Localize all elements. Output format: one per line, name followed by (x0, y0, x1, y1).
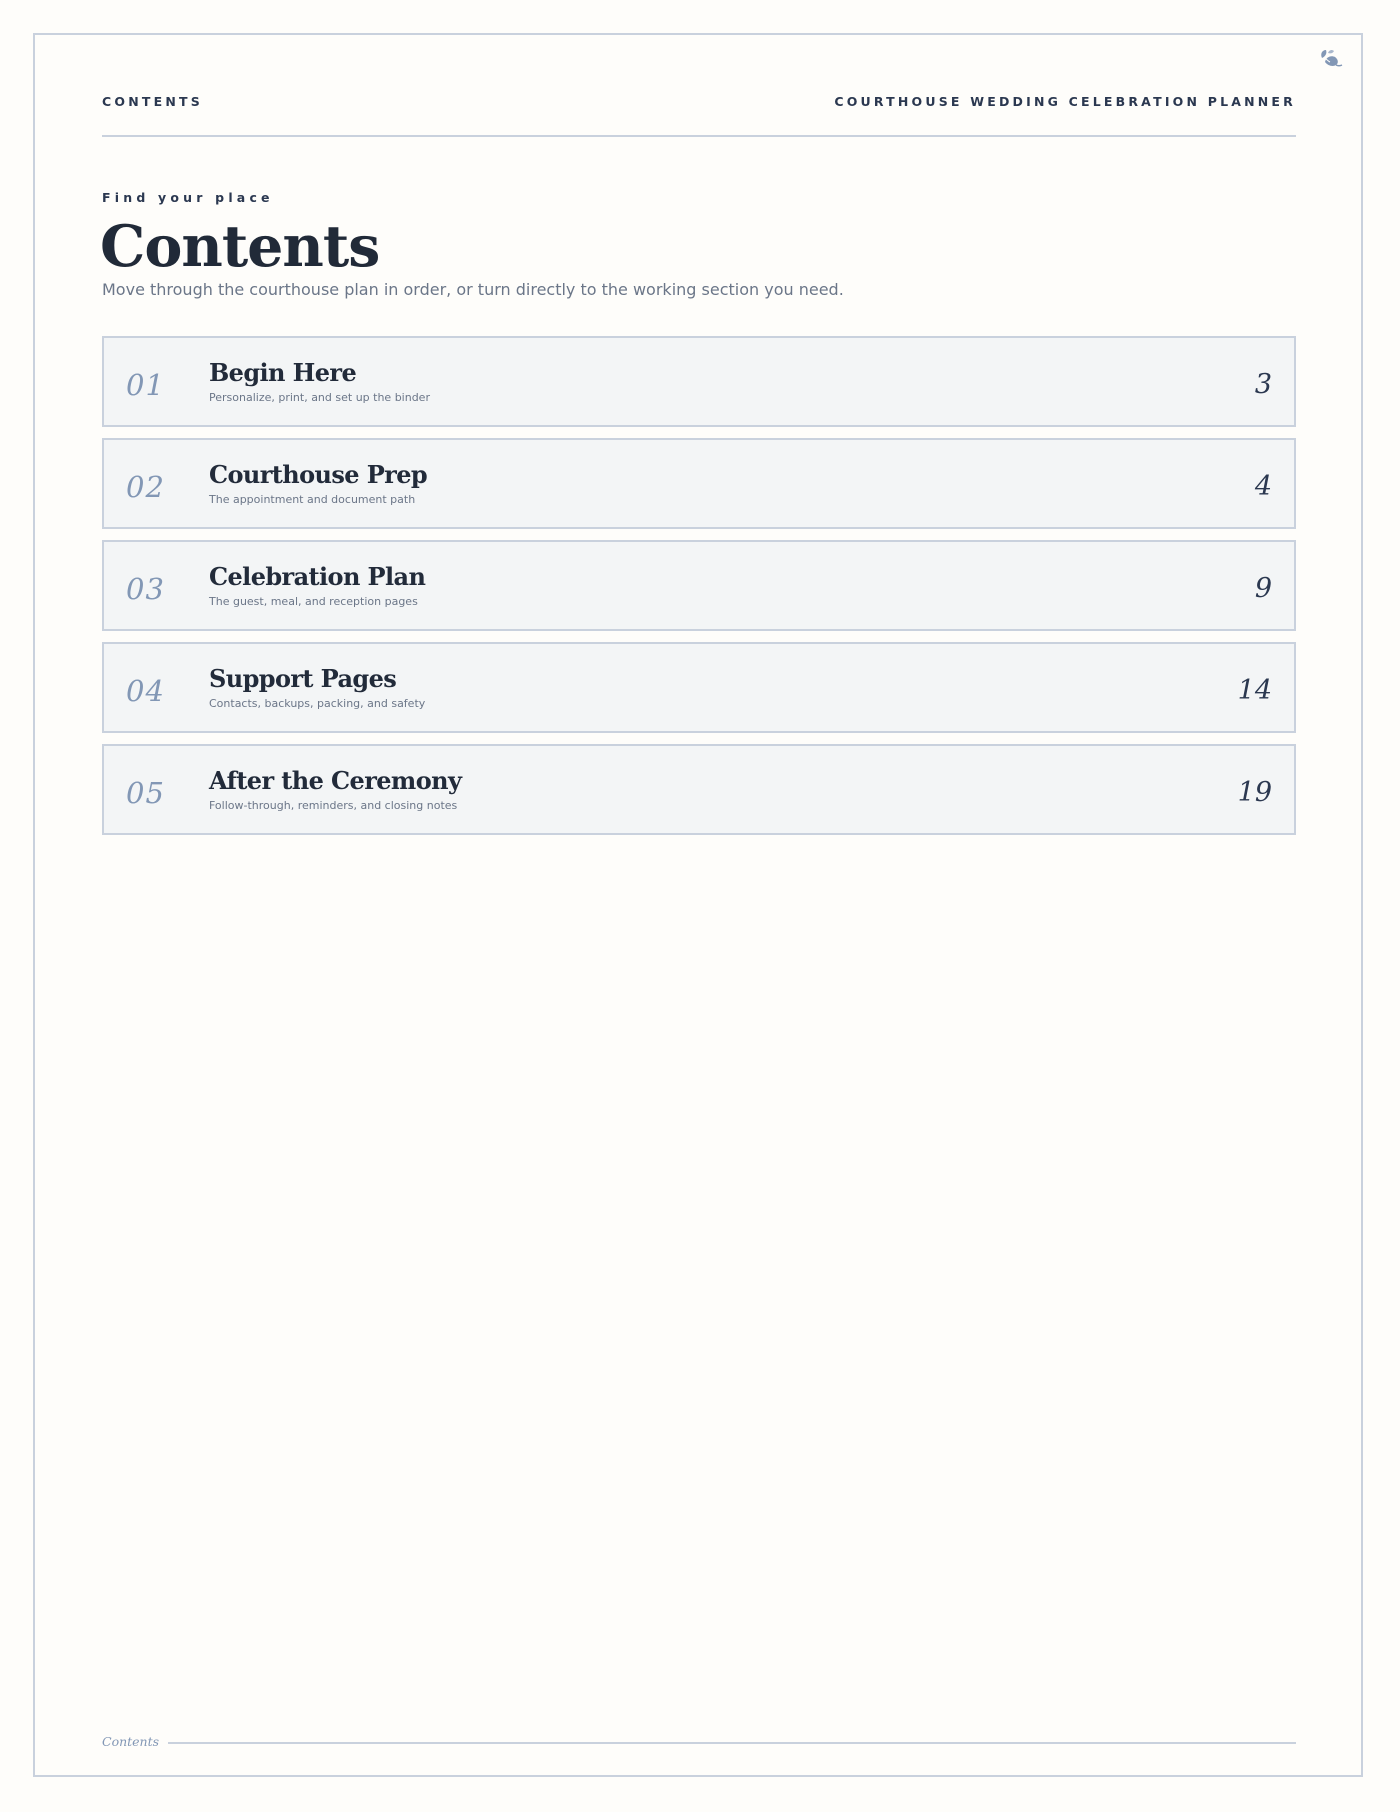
toc-section-description: The appointment and document path (209, 493, 416, 506)
footer-label: Contents (102, 1734, 160, 1749)
toc-section-title: Celebration Plan (209, 562, 426, 591)
page-title: Contents (100, 213, 380, 280)
toc-entry-begin-here[interactable] (102, 336, 1296, 427)
header-section-label: CONTENTS (102, 93, 203, 109)
toc-entry-support-pages[interactable] (102, 642, 1296, 733)
toc-section-description: Personalize, print, and set up the binder (209, 391, 430, 404)
eyebrow-text: Find your place (102, 190, 274, 205)
toc-section-number: 02 (126, 470, 165, 504)
toc-page-number: 3 (1254, 369, 1272, 400)
toc-page-number: 4 (1254, 471, 1272, 502)
header-document-title: COURTHOUSE WEDDING CELEBRATION PLANNER (834, 93, 1296, 109)
header-divider (102, 135, 1296, 137)
toc-section-description: Contacts, backups, packing, and safety (209, 697, 426, 710)
toc-section-title: Courthouse Prep (209, 460, 428, 489)
toc-page-number: 14 (1237, 675, 1272, 706)
intro-text: Move through the courthouse plan in order, or turn directly to the working section you need. (102, 280, 844, 299)
toc-section-description: The guest, meal, and reception pages (209, 595, 418, 608)
toc-section-title: After the Ceremony (209, 766, 462, 795)
toc-entry-after-the-ceremony[interactable] (102, 744, 1296, 835)
floral-sprig-icon (1318, 44, 1344, 70)
running-header (102, 91, 1296, 111)
toc-section-number: 04 (126, 674, 165, 708)
toc-entry-courthouse-prep[interactable] (102, 438, 1296, 529)
toc-entry-celebration-plan[interactable] (102, 540, 1296, 631)
toc-page-number: 19 (1237, 777, 1272, 808)
toc-section-title: Begin Here (209, 358, 357, 387)
toc-section-number: 03 (126, 572, 165, 606)
toc-section-title: Support Pages (209, 664, 397, 693)
toc-section-number: 05 (126, 776, 165, 810)
toc-page-number: 9 (1254, 573, 1272, 604)
toc-section-number: 01 (126, 368, 165, 402)
footer-divider (168, 1742, 1296, 1744)
toc-section-description: Follow-through, reminders, and closing notes (209, 799, 458, 812)
